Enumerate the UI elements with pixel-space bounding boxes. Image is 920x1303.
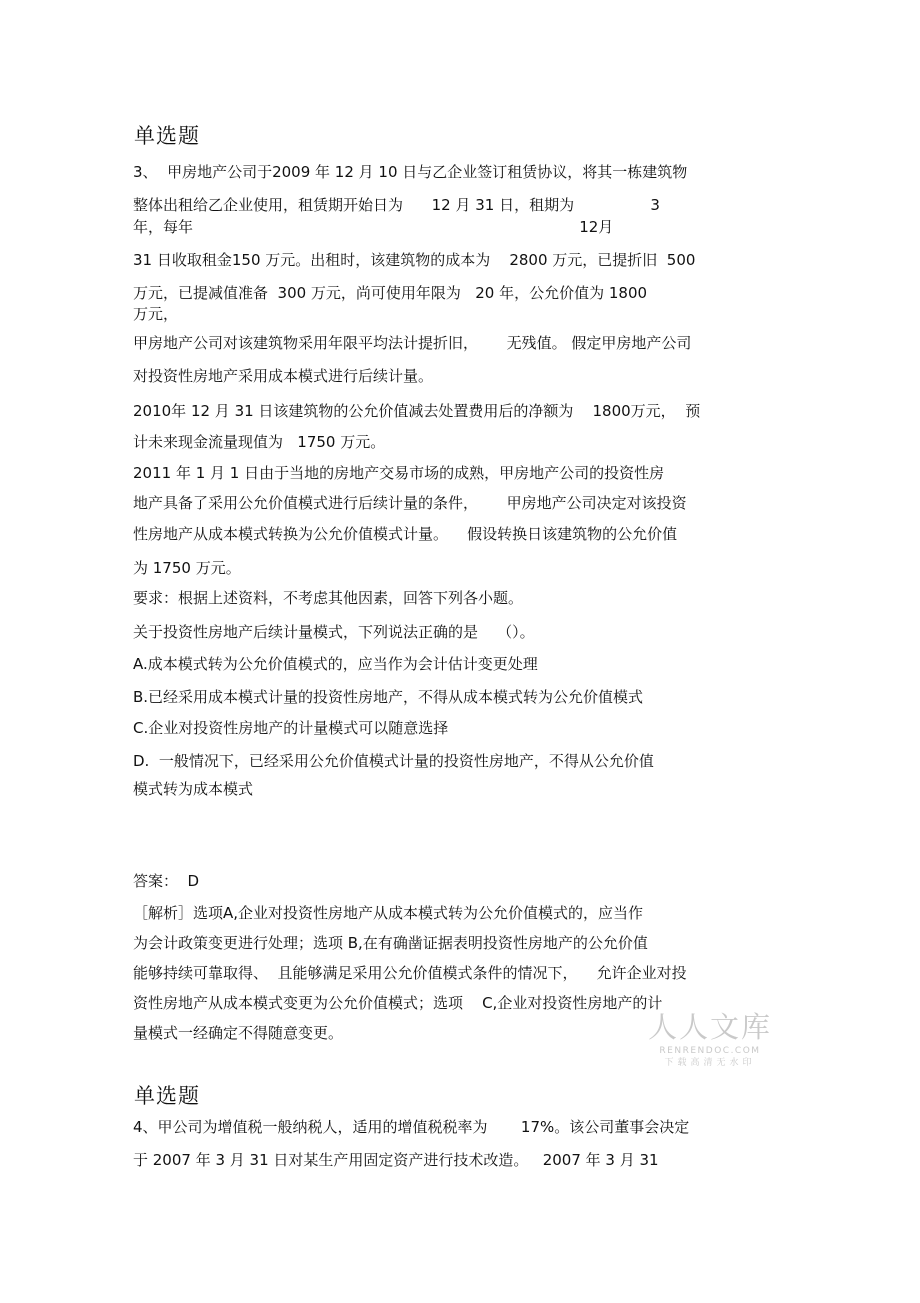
- watermark-subtitle: 下载高清无水印: [664, 1058, 756, 1068]
- watermark-url: RENRENDOC.COM: [659, 1046, 761, 1056]
- stem-line: 甲房地产公司对该建筑物采用年限平均法计提折旧， 无残值。 假定甲房地产公司: [133, 334, 692, 352]
- requirement-line: 要求：根据上述资料，不考虑其他因素，回答下列各小题。: [133, 589, 524, 607]
- analysis-line: 量模式一经确定不得随意变更。: [133, 1024, 344, 1042]
- section-title-q4: 单选题: [134, 1084, 200, 1108]
- option-b: B.已经采用成本模式计量的投资性房地产，不得从成本模式转为公允价值模式: [133, 688, 644, 706]
- option-d: D. 一般情况下，已经采用公允价值模式计量的投资性房地产，不得从公允价值: [133, 752, 654, 770]
- watermark-logo: [648, 1011, 772, 1069]
- analysis-line: 资性房地产从成本模式变更为公允价值模式；选项 C,企业对投资性房地产的计: [133, 994, 663, 1012]
- answer-line: 答案： D: [133, 872, 200, 890]
- stem-line: 万元，: [133, 305, 179, 323]
- stem-line: 2011 年 1 月 1 日由于当地的房地产交易市场的成熟，甲房地产公司的投资性房: [133, 464, 665, 482]
- stem-line: 性房地产从成本模式转换为公允价值模式计量。 假设转换日该建筑物的公允价值: [133, 525, 678, 543]
- analysis-line: 能够持续可靠取得、 且能够满足采用公允价值模式条件的情况下， 允许企业对投: [133, 964, 687, 982]
- stem-line: 为 1750 万元。: [133, 559, 241, 577]
- analysis-line: ［解析］选项A,企业对投资性房地产从成本模式转为公允价值模式的，应当作: [133, 904, 644, 922]
- stem-line: 4、甲公司为增值税一般纳税人，适用的增值税税率为 17%。该公司董事会决定: [133, 1118, 690, 1136]
- watermark-title: 人人文库: [648, 1010, 773, 1044]
- question-line: 关于投资性房地产后续计量模式，下列说法正确的是 （）。: [133, 623, 535, 641]
- option-a: A.成本模式转为公允价值模式的，应当作为会计估计变更处理: [133, 655, 538, 673]
- section-title-q3: 单选题: [134, 124, 200, 148]
- stem-line: 3、 甲房地产公司于2009 年 12 月 10 日与乙企业签订租赁协议，将其一栋建筑物: [133, 163, 688, 181]
- stem-line: 万元，已提减值准备 300 万元，尚可使用年限为 20 年，公允价值为 1800: [133, 284, 648, 302]
- stem-line: 于 2007 年 3 月 31 日对某生产用固定资产进行技术改造。 2007 年 3 月 31: [133, 1151, 659, 1169]
- stem-line: 2010年 12 月 31 日该建筑物的公允价值减去处置费用后的净额为 1800万元， 预: [133, 402, 701, 420]
- stem-line: 计未来现金流量现值为 1750 万元。: [133, 433, 386, 451]
- option-d-continued: 模式转为成本模式: [133, 780, 254, 798]
- stem-line: 对投资性房地产采用成本模式进行后续计量。: [133, 367, 434, 385]
- stem-line: 31 日收取租金150 万元。出租时，该建筑物的成本为 2800 万元，已提折旧 500: [133, 251, 696, 269]
- stem-line: 地产具备了采用公允价值模式进行后续计量的条件， 甲房地产公司决定对该投资: [133, 494, 687, 512]
- option-c: C.企业对投资性房地产的计量模式可以随意选择: [133, 719, 449, 737]
- stem-line: 整体出租给乙企业使用，租赁期开始日为 12 月 31 日，租期为 3: [133, 196, 660, 214]
- analysis-line: 为会计政策变更进行处理；选项 B,在有确凿证据表明投资性房地产的公允价值: [133, 934, 648, 952]
- stem-line: 年，每年 12月: [133, 218, 614, 236]
